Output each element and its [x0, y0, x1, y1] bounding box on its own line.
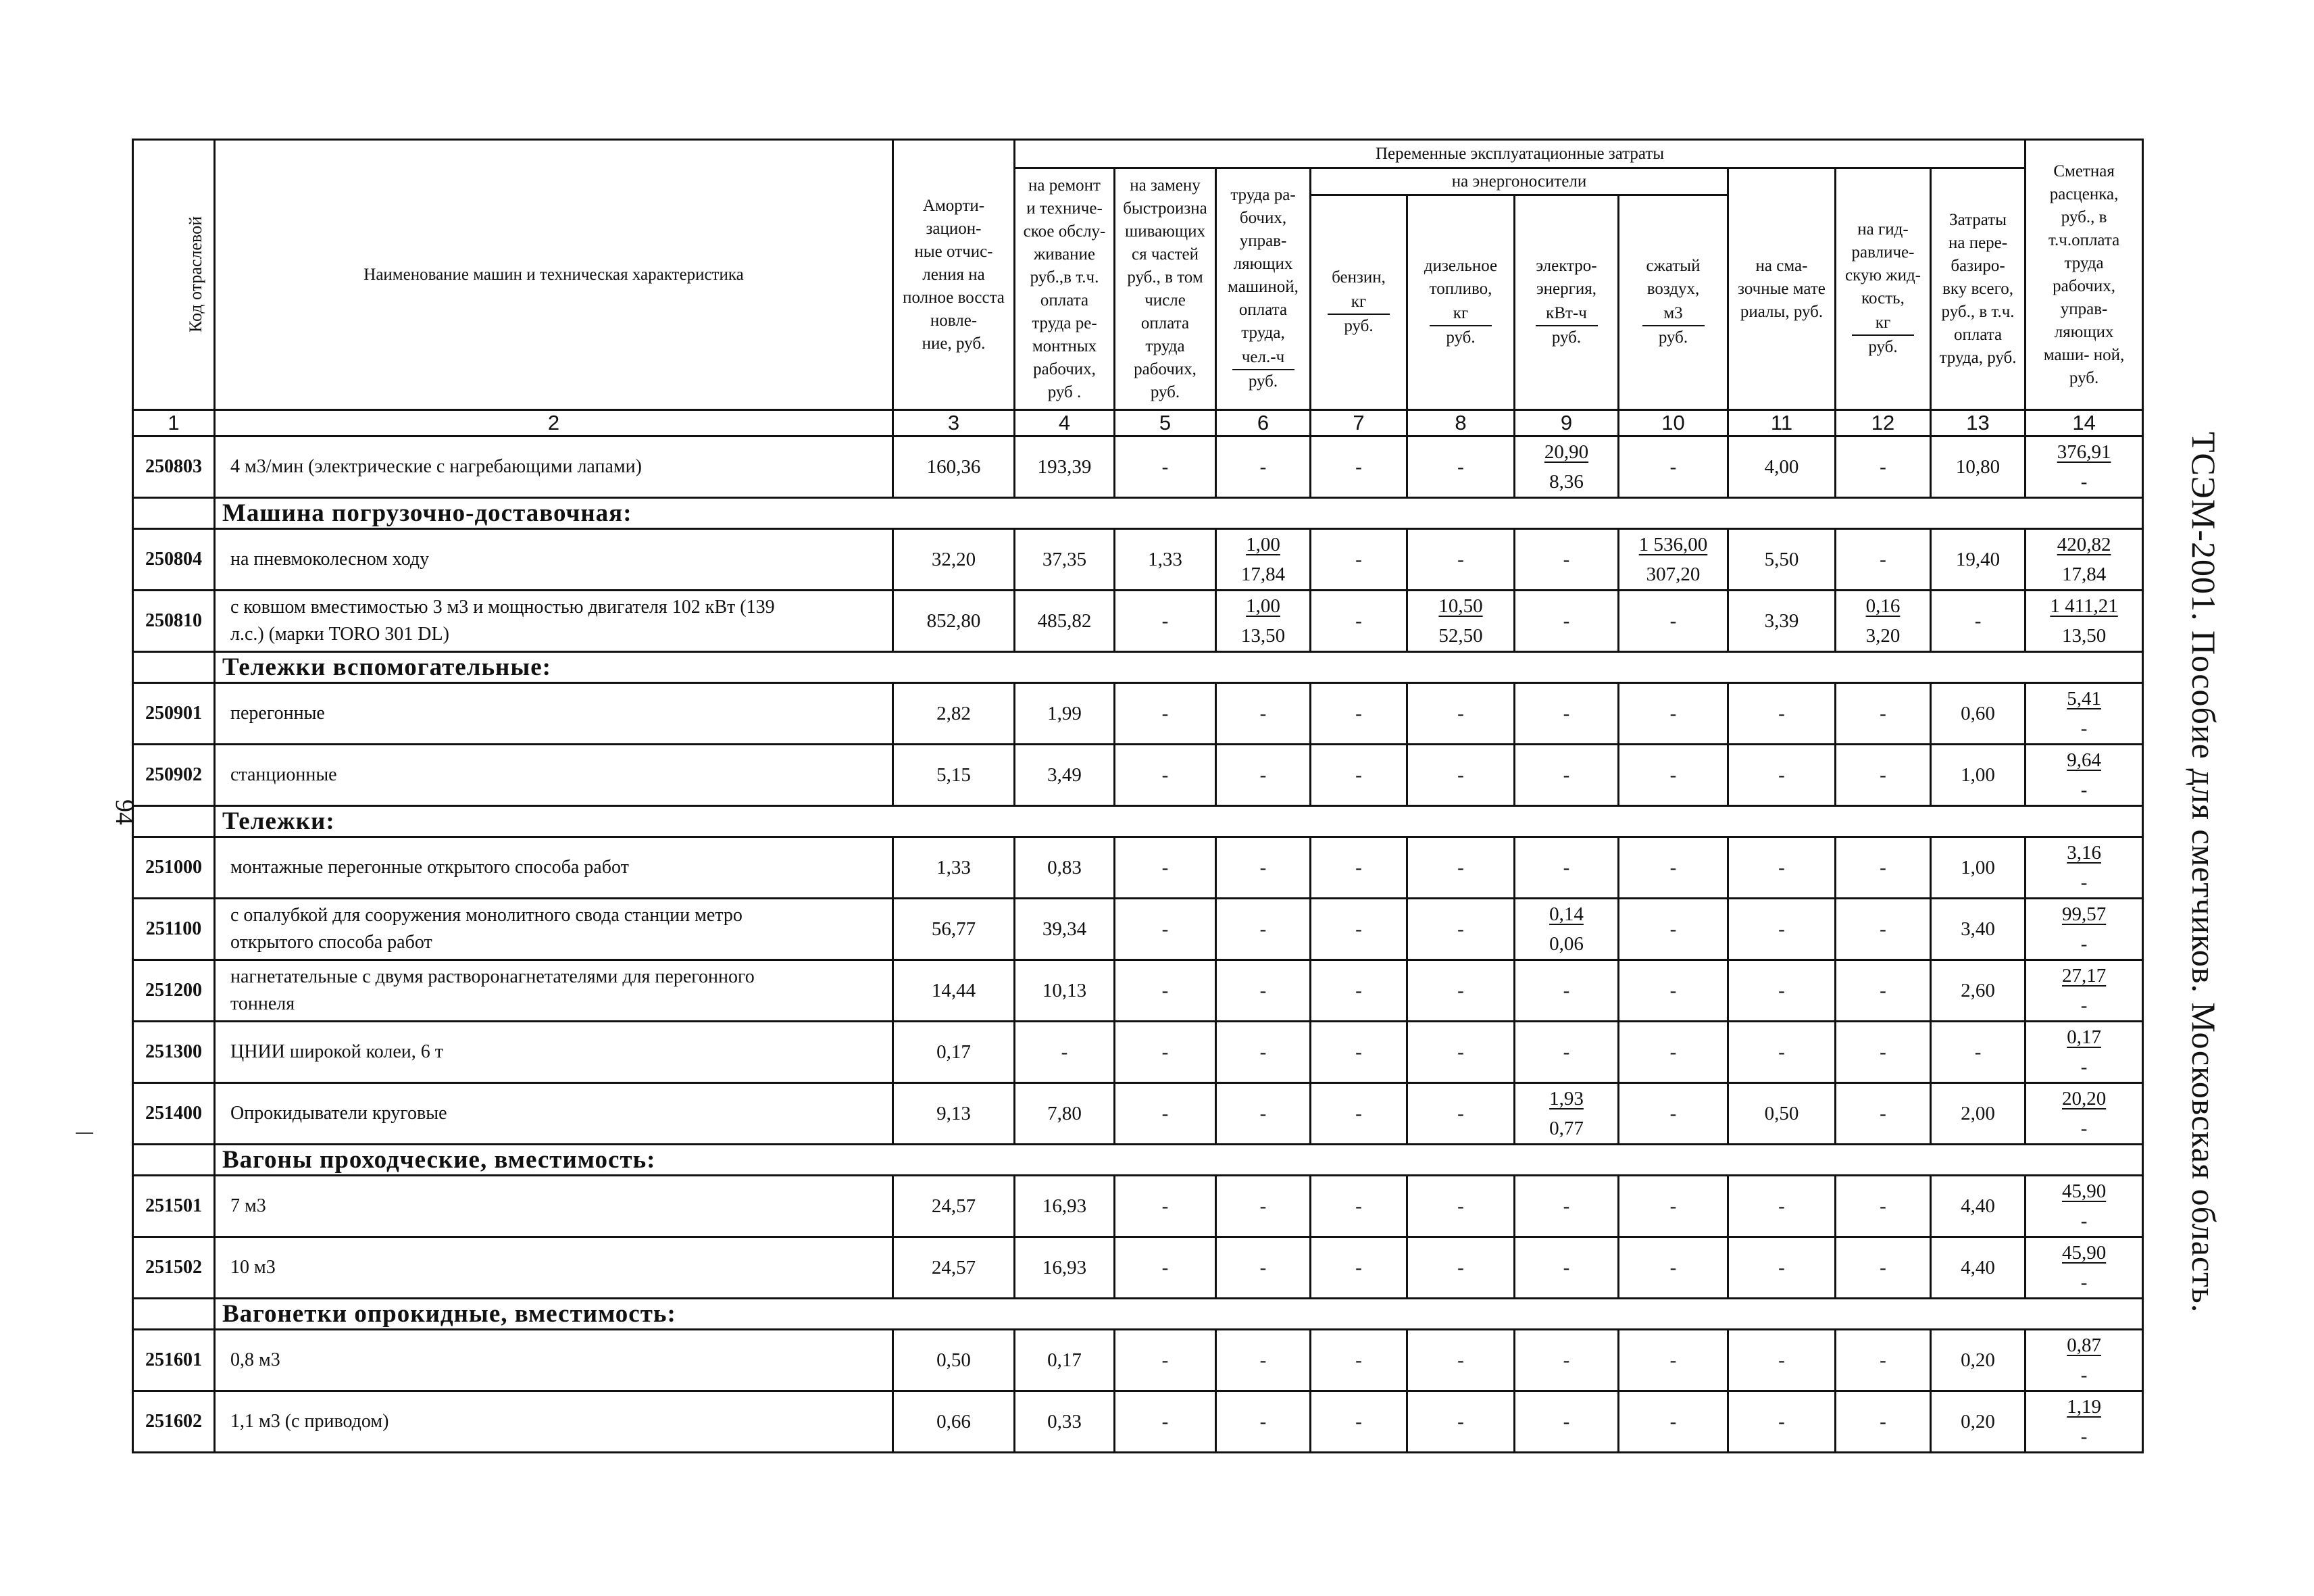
cell-col-8: -	[1407, 529, 1515, 591]
cell-col-13: 19,40	[1931, 529, 2026, 591]
section-title: Машина погрузочно-доставочная:	[215, 498, 2143, 529]
cell-col-5: -	[1115, 1176, 1216, 1237]
cell-col-3: 1,33	[893, 837, 1015, 899]
machine-name: с опалубкой для сооружения монолитного свода станции метро открытого способа работ	[215, 899, 893, 960]
cell-col-4: 0,83	[1015, 837, 1115, 899]
cell-col-9: -	[1515, 1237, 1619, 1299]
cell-col-12: -	[1836, 529, 1931, 591]
cell-col-9: -	[1515, 1022, 1619, 1083]
cell-col-8: -	[1407, 837, 1515, 899]
cell-col-13: -	[1931, 591, 2026, 652]
machine-code: 251502	[133, 1237, 215, 1299]
machine-code: 250902	[133, 745, 215, 806]
cell-col-12: -	[1836, 1237, 1931, 1299]
table-row	[133, 1330, 2143, 1391]
cell-col-5: -	[1115, 1083, 1216, 1145]
machine-code: 251602	[133, 1391, 215, 1453]
column-number: 10	[1619, 410, 1728, 437]
header-diesel: дизельное топливо, кг руб.	[1407, 195, 1515, 410]
cell-col-6: -	[1216, 960, 1311, 1022]
cell-col-11: -	[1728, 837, 1836, 899]
cell-col-6: -	[1216, 1022, 1311, 1083]
cell-col-8: -	[1407, 1330, 1515, 1391]
cell-col-8: -	[1407, 745, 1515, 806]
cell-col-7: -	[1311, 960, 1407, 1022]
cell-col-3: 0,66	[893, 1391, 1015, 1453]
cell-col-3: 852,80	[893, 591, 1015, 652]
cell-col-9: -	[1515, 683, 1619, 745]
cell-col-8: -	[1407, 960, 1515, 1022]
cell-col-13: 4,40	[1931, 1237, 2026, 1299]
machine-name: Опрокидыватели круговые	[215, 1083, 893, 1145]
cell-col-10: -	[1619, 1391, 1728, 1453]
cell-col-6: -	[1216, 1330, 1311, 1391]
cell-col-4: -	[1015, 1022, 1115, 1083]
cell-col-6: -	[1216, 745, 1311, 806]
header-name: Наименование машин и техническая характеристика	[215, 140, 893, 410]
machine-code: 251501	[133, 1176, 215, 1237]
cell-col-11: -	[1728, 960, 1836, 1022]
cell-col-9: -	[1515, 1391, 1619, 1453]
machine-code: 251300	[133, 1022, 215, 1083]
cell-col-9: -	[1515, 837, 1619, 899]
cell-col-10: -	[1619, 745, 1728, 806]
cell-col-3: 9,13	[893, 1083, 1015, 1145]
table-row	[133, 899, 2143, 960]
cell-col-3: 5,15	[893, 745, 1015, 806]
cell-col-6: $\frac{1,00}{13,50}$	[1216, 591, 1311, 652]
cell-col-7: -	[1311, 745, 1407, 806]
cell-col-5: -	[1115, 837, 1216, 899]
table-row	[133, 745, 2143, 806]
cell-col-13: 3,40	[1931, 899, 2026, 960]
cell-col-11: -	[1728, 1176, 1836, 1237]
cell-col-9: -	[1515, 1176, 1619, 1237]
header-compressed-air: сжатый воздух, м3 руб.	[1619, 195, 1728, 410]
cell-col-14: $\frac{9,64}{-}$	[2026, 745, 2143, 806]
cell-col-14: $\frac{1 411,21}{13,50}$	[2026, 591, 2143, 652]
cell-col-9: $\frac{1,93}{0,77}$	[1515, 1083, 1619, 1145]
cell-col-10: -	[1619, 1176, 1728, 1237]
cell-col-7: -	[1311, 1022, 1407, 1083]
cell-col-5: -	[1115, 683, 1216, 745]
cell-col-5: -	[1115, 437, 1216, 498]
column-number: 13	[1931, 410, 2026, 437]
section-row	[133, 498, 2143, 529]
table-row	[133, 837, 2143, 899]
column-number: 3	[893, 410, 1015, 437]
section-title: Тележки вспомогательные:	[215, 652, 2143, 683]
cell-col-6: -	[1216, 1083, 1311, 1145]
section-title: Вагоны проходческие, вместимость:	[215, 1145, 2143, 1176]
table-body	[133, 437, 2143, 1453]
cell-col-3: 160,36	[893, 437, 1015, 498]
cell-col-10: -	[1619, 1022, 1728, 1083]
cell-col-6: -	[1216, 1391, 1311, 1453]
header-variable-costs: Переменные эксплуатационные затраты	[1015, 140, 2026, 168]
cell-col-8: -	[1407, 1022, 1515, 1083]
machine-code: 250804	[133, 529, 215, 591]
cell-col-12: -	[1836, 437, 1931, 498]
cell-col-14: $\frac{376,91}{-}$	[2026, 437, 2143, 498]
machine-name: 4 м3/мин (электрические с нагребающими лапами)	[215, 437, 893, 498]
cell-col-10: -	[1619, 899, 1728, 960]
cell-col-11: -	[1728, 899, 1836, 960]
page-number: 94	[110, 799, 139, 825]
cell-col-8: -	[1407, 683, 1515, 745]
cell-col-10: -	[1619, 1083, 1728, 1145]
cell-col-5: -	[1115, 1237, 1216, 1299]
cell-col-4: 16,93	[1015, 1176, 1115, 1237]
column-number: 8	[1407, 410, 1515, 437]
cell-col-13: 0,20	[1931, 1330, 2026, 1391]
header-relocation: Затраты на пере- базиро- вку всего, руб., в т.ч. оплата труда, руб.	[1931, 168, 2026, 410]
table-row	[133, 529, 2143, 591]
cell-col-11: -	[1728, 1022, 1836, 1083]
cell-col-13: 4,40	[1931, 1176, 2026, 1237]
header-electricity: электро- энергия, кВт-ч руб.	[1515, 195, 1619, 410]
cell-col-13: 10,80	[1931, 437, 2026, 498]
column-number: 12	[1836, 410, 1931, 437]
section-row	[133, 652, 2143, 683]
cell-col-8: -	[1407, 1237, 1515, 1299]
header-rate: Сметная расценка, руб., в т.ч.оплата труда рабочих, управ- ляющих маши- ной, руб.	[2026, 140, 2143, 410]
header-energy: на энергоносители	[1311, 168, 1728, 195]
cell-col-8: -	[1407, 899, 1515, 960]
cell-col-13: 2,00	[1931, 1083, 2026, 1145]
cell-col-8: -	[1407, 1083, 1515, 1145]
cell-col-12: $\frac{0,16}{3,20}$	[1836, 591, 1931, 652]
cell-col-11: -	[1728, 1237, 1836, 1299]
header-amortization: Аморти- зацион- ные отчис- ления на полное восста новле- ние, руб.	[893, 140, 1015, 410]
cell-col-11: 4,00	[1728, 437, 1836, 498]
cell-col-9: -	[1515, 591, 1619, 652]
machine-code: 251100	[133, 899, 215, 960]
cell-col-5: -	[1115, 899, 1216, 960]
cell-col-4: 0,17	[1015, 1330, 1115, 1391]
cell-col-11: 5,50	[1728, 529, 1836, 591]
cell-col-4: 485,82	[1015, 591, 1115, 652]
cell-col-14: $\frac{45,90}{-}$	[2026, 1176, 2143, 1237]
cell-col-3: 32,20	[893, 529, 1015, 591]
header-hydraulic: на гид- равличе- скую жид- кость, кг руб.	[1836, 168, 1931, 410]
cell-col-4: 0,33	[1015, 1391, 1115, 1453]
cell-col-5: -	[1115, 1330, 1216, 1391]
cell-col-9: -	[1515, 960, 1619, 1022]
cell-col-9: $\frac{0,14}{0,06}$	[1515, 899, 1619, 960]
table-row	[133, 1391, 2143, 1453]
cell-col-9: -	[1515, 529, 1619, 591]
section-row	[133, 1299, 2143, 1330]
column-number: 5	[1115, 410, 1216, 437]
cell-col-10: -	[1619, 1237, 1728, 1299]
cell-col-11: -	[1728, 683, 1836, 745]
cell-col-7: -	[1311, 1330, 1407, 1391]
cell-col-13: 2,60	[1931, 960, 2026, 1022]
machine-code: 251601	[133, 1330, 215, 1391]
cell-col-14: $\frac{5,41}{-}$	[2026, 683, 2143, 745]
cell-col-9: $\frac{20,90}{8,36}$	[1515, 437, 1619, 498]
cell-col-10: -	[1619, 591, 1728, 652]
cell-col-14: $\frac{420,82}{17,84}$	[2026, 529, 2143, 591]
cell-col-6: -	[1216, 837, 1311, 899]
cell-col-12: -	[1836, 1330, 1931, 1391]
header-labor: труда ра- бочих, управ- ляющих машиной, оплата труда, чел.-ч руб.	[1216, 168, 1311, 410]
cell-col-5: -	[1115, 591, 1216, 652]
cell-col-11: -	[1728, 745, 1836, 806]
column-number: 9	[1515, 410, 1619, 437]
cell-col-5: -	[1115, 1391, 1216, 1453]
cell-col-4: 39,34	[1015, 899, 1115, 960]
header-lubricants: на сма- зочные мате риалы, руб.	[1728, 168, 1836, 410]
machine-name: 10 м3	[215, 1237, 893, 1299]
section-row	[133, 806, 2143, 837]
cell-col-7: -	[1311, 837, 1407, 899]
machine-name: станционные	[215, 745, 893, 806]
cell-col-3: 24,57	[893, 1176, 1015, 1237]
machine-code: 250901	[133, 683, 215, 745]
cell-col-12: -	[1836, 1083, 1931, 1145]
side-title: ТСЭМ-2001. Пособие для сметчиков. Московская область.	[2185, 432, 2223, 1314]
machine-name: монтажные перегонные открытого способа работ	[215, 837, 893, 899]
cell-col-7: -	[1311, 899, 1407, 960]
machine-name: ЦНИИ широкой колеи, 6 т	[215, 1022, 893, 1083]
cell-col-6: -	[1216, 1176, 1311, 1237]
section-title: Вагонетки опрокидные, вместимость:	[215, 1299, 2143, 1330]
cell-col-4: 10,13	[1015, 960, 1115, 1022]
machine-name: перегонные	[215, 683, 893, 745]
cell-col-12: -	[1836, 960, 1931, 1022]
cell-col-9: -	[1515, 745, 1619, 806]
cell-col-12: -	[1836, 1391, 1931, 1453]
cell-col-8: $\frac{10,50}{52,50}$	[1407, 591, 1515, 652]
table-row	[133, 437, 2143, 498]
machine-name: нагнетательные с двумя растворонагнетателями для перегонного тоннеля	[215, 960, 893, 1022]
cell-col-14: $\frac{0,87}{-}$	[2026, 1330, 2143, 1391]
cell-col-14: $\frac{0,17}{-}$	[2026, 1022, 2143, 1083]
cell-col-14: $\frac{99,57}{-}$	[2026, 899, 2143, 960]
cell-col-11: -	[1728, 1391, 1836, 1453]
cell-col-13: -	[1931, 1022, 2026, 1083]
machine-name: на пневмоколесном ходу	[215, 529, 893, 591]
column-number: 1	[133, 410, 215, 437]
cell-col-7: -	[1311, 437, 1407, 498]
cell-col-14: $\frac{45,90}{-}$	[2026, 1237, 2143, 1299]
cell-col-5: 1,33	[1115, 529, 1216, 591]
cell-col-3: 14,44	[893, 960, 1015, 1022]
cell-col-13: 1,00	[1931, 837, 2026, 899]
machine-name: 7 м3	[215, 1176, 893, 1237]
cell-col-12: -	[1836, 745, 1931, 806]
cell-col-7: -	[1311, 591, 1407, 652]
cell-col-6: -	[1216, 683, 1311, 745]
cell-col-8: -	[1407, 437, 1515, 498]
column-number: 2	[215, 410, 893, 437]
cell-col-10: -	[1619, 1330, 1728, 1391]
cell-col-4: 7,80	[1015, 1083, 1115, 1145]
cell-col-5: -	[1115, 1022, 1216, 1083]
cell-col-12: -	[1836, 837, 1931, 899]
cell-col-3: 24,57	[893, 1237, 1015, 1299]
cell-col-4: 16,93	[1015, 1237, 1115, 1299]
cell-col-3: 56,77	[893, 899, 1015, 960]
cell-col-10: -	[1619, 683, 1728, 745]
cell-col-7: -	[1311, 1391, 1407, 1453]
cell-col-12: -	[1836, 1022, 1931, 1083]
cell-col-14: $\frac{27,17}{-}$	[2026, 960, 2143, 1022]
cell-col-12: -	[1836, 683, 1931, 745]
cell-col-13: 1,00	[1931, 745, 2026, 806]
table-row	[133, 960, 2143, 1022]
cell-col-6: -	[1216, 899, 1311, 960]
table-row	[133, 1083, 2143, 1145]
cell-col-12: -	[1836, 1176, 1931, 1237]
cell-col-13: 0,20	[1931, 1391, 2026, 1453]
cell-col-14: $\frac{3,16}{-}$	[2026, 837, 2143, 899]
cell-col-7: -	[1311, 1083, 1407, 1145]
cell-col-12: -	[1836, 899, 1931, 960]
column-number: 6	[1216, 410, 1311, 437]
cell-col-5: -	[1115, 960, 1216, 1022]
cell-col-7: -	[1311, 529, 1407, 591]
cell-col-6: -	[1216, 437, 1311, 498]
cell-col-3: 2,82	[893, 683, 1015, 745]
margin-mark	[76, 1132, 93, 1134]
cell-col-8: -	[1407, 1391, 1515, 1453]
machine-code: 251400	[133, 1083, 215, 1145]
cell-col-6: -	[1216, 1237, 1311, 1299]
header-wear-parts: на замену быстроизна шивающих ся частей руб., в том числе оплата труда рабочих, руб.	[1115, 168, 1216, 410]
cell-col-11: 3,39	[1728, 591, 1836, 652]
machine-name: 0,8 м3	[215, 1330, 893, 1391]
cell-col-13: 0,60	[1931, 683, 2026, 745]
section-title: Тележки:	[215, 806, 2143, 837]
table-row	[133, 1237, 2143, 1299]
cell-col-11: 0,50	[1728, 1083, 1836, 1145]
cell-col-10: -	[1619, 437, 1728, 498]
machines-cost-table	[132, 139, 2144, 1453]
cell-col-7: -	[1311, 683, 1407, 745]
cell-col-3: 0,17	[893, 1022, 1015, 1083]
section-row	[133, 1145, 2143, 1176]
cell-col-10: -	[1619, 837, 1728, 899]
cell-col-14: $\frac{20,20}{-}$	[2026, 1083, 2143, 1145]
cell-col-11: -	[1728, 1330, 1836, 1391]
column-number: 7	[1311, 410, 1407, 437]
cell-col-3: 0,50	[893, 1330, 1015, 1391]
cell-col-4: 193,39	[1015, 437, 1115, 498]
header-repair: на ремонт и техниче- ское обслу- живание руб.,в т.ч. оплата труда ре- монтных рабочих, руб .	[1015, 168, 1115, 410]
cell-col-14: $\frac{1,19}{-}$	[2026, 1391, 2143, 1453]
machine-code: 250810	[133, 591, 215, 652]
machine-name: с ковшом вместимостью 3 м3 и мощностью двигателя 102 кВт (139 л.с.) (марки TORO 301 DL)	[215, 591, 893, 652]
header-petrol: бензин, кг руб.	[1311, 195, 1407, 410]
cell-col-7: -	[1311, 1237, 1407, 1299]
machine-name: 1,1 м3 (с приводом)	[215, 1391, 893, 1453]
cell-col-10: $\frac{1 536,00}{307,20}$	[1619, 529, 1728, 591]
cell-col-8: -	[1407, 1176, 1515, 1237]
cell-col-6: $\frac{1,00}{17,84}$	[1216, 529, 1311, 591]
machine-code: 251200	[133, 960, 215, 1022]
cell-col-4: 1,99	[1015, 683, 1115, 745]
table-row	[133, 1022, 2143, 1083]
header-code: Код отраслевой	[133, 140, 215, 410]
cell-col-9: -	[1515, 1330, 1619, 1391]
column-number: 4	[1015, 410, 1115, 437]
cell-col-5: -	[1115, 745, 1216, 806]
column-number: 14	[2026, 410, 2143, 437]
cell-col-4: 37,35	[1015, 529, 1115, 591]
cell-col-4: 3,49	[1015, 745, 1115, 806]
machine-code: 250803	[133, 437, 215, 498]
table-row	[133, 591, 2143, 652]
cell-col-7: -	[1311, 1176, 1407, 1237]
cell-col-10: -	[1619, 960, 1728, 1022]
column-number: 11	[1728, 410, 1836, 437]
machine-code: 251000	[133, 837, 215, 899]
column-numbers-row	[133, 410, 2143, 437]
table-row	[133, 683, 2143, 745]
table-row	[133, 1176, 2143, 1237]
